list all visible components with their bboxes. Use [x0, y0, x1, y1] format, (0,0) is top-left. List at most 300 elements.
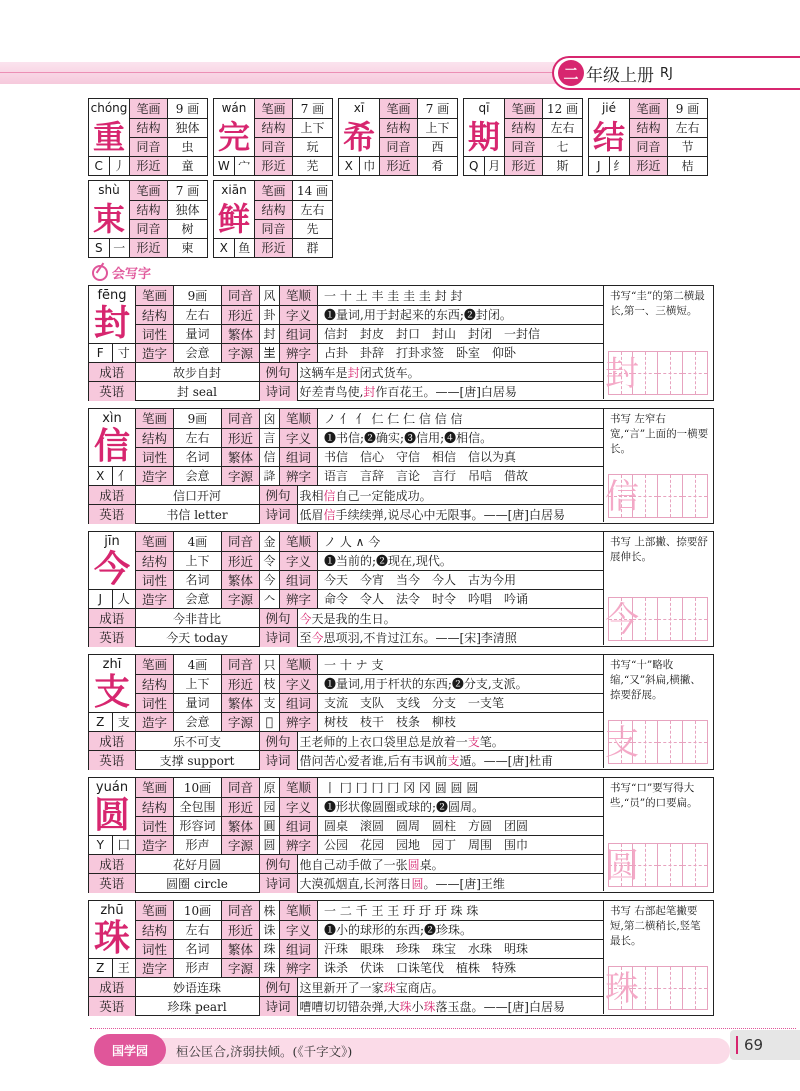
card-table	[629, 99, 707, 175]
practice-cell	[633, 966, 658, 1010]
sentence-character: 至	[299, 630, 312, 645]
card-letter: W	[214, 157, 235, 175]
sentence-character: ]	[476, 876, 481, 891]
card-field-value: 7 画	[168, 181, 208, 200]
entry-character: 信	[93, 426, 130, 467]
char-card	[88, 98, 208, 176]
trace-character: 珠	[605, 969, 639, 1009]
entry-pinyin: yuán	[95, 780, 129, 795]
field-label-cixing: 词性	[136, 816, 174, 835]
field-label-jiegou: 结构	[136, 797, 174, 816]
sentence-character: 谁	[371, 753, 384, 768]
entry-grid	[135, 409, 603, 486]
sentence-character: 维	[492, 876, 505, 891]
entry-radical: 亻	[117, 469, 130, 483]
sentence-character: 。	[423, 384, 436, 399]
sentence-character: 师	[323, 734, 336, 749]
card-index	[464, 156, 504, 175]
card-letter: Q	[464, 157, 485, 175]
sentence-character: [	[507, 507, 513, 522]
practice-grid	[605, 351, 708, 395]
field-label-bihua: 笔画	[136, 532, 174, 551]
practice-cell	[633, 351, 658, 395]
card-index	[589, 156, 629, 175]
field-shici	[297, 997, 603, 1016]
sentence-character: 直	[347, 876, 360, 891]
sentence-character: 定	[371, 488, 384, 503]
trace-character: 圆	[605, 846, 639, 886]
field-zuci: 书信 信心 守信 相信 信以为真	[318, 447, 604, 466]
sentence-character: 过	[387, 630, 400, 645]
field-tongyin: 风	[260, 286, 280, 305]
field-label-bihua: 笔画	[136, 778, 174, 797]
field-label-shici: 诗词	[259, 874, 297, 893]
sentence-character: 落	[387, 876, 400, 891]
trace-character: 今	[605, 600, 639, 640]
sentence-character: 花	[399, 384, 412, 399]
field-label-tongyin: 同音	[222, 655, 260, 674]
sentence-character: 李	[480, 630, 493, 645]
field-label-bianzi: 辨字	[280, 589, 318, 608]
char-entry	[88, 408, 714, 524]
trace-character: 封	[605, 354, 639, 394]
card-index	[89, 156, 129, 175]
card-field-label: 形近	[630, 156, 668, 175]
sentence-character: 王	[411, 384, 424, 399]
field-label-ziyuan: 字源	[222, 589, 260, 608]
field-label-fanti: 繁体	[222, 570, 260, 589]
card-field-value: 左右	[543, 118, 583, 137]
card-field-value: 上下	[293, 118, 333, 137]
card-character: 希	[342, 118, 375, 156]
card-letter: X	[339, 157, 360, 175]
highlighted-character: 珠	[423, 999, 436, 1014]
sentence-character: 式	[371, 365, 384, 380]
sentence-character: 小	[411, 999, 424, 1014]
sentence-character: 车	[395, 365, 408, 380]
entry-character: 封	[93, 303, 130, 344]
field-jiegou: 上下	[174, 674, 222, 693]
card-pinyin: wán	[221, 101, 247, 115]
tip-text: 书写“口”要写得大些,“员”的口要扁。	[610, 782, 698, 809]
sentence-character: 总	[407, 734, 420, 749]
practice-grid	[605, 843, 708, 887]
field-label-ziyuan: 字源	[222, 343, 260, 362]
sentence-character: 漠	[311, 876, 324, 891]
field-label-chengyu: 成语	[89, 363, 135, 382]
card-letter: S	[89, 239, 110, 257]
sentence-character: 这	[299, 365, 312, 380]
sentence-character: 。	[419, 488, 432, 503]
field-ziyuan: 𡉚	[260, 343, 280, 362]
writing-tip	[603, 532, 712, 645]
card-radical: 巾	[363, 159, 376, 173]
field-label-zaozi: 造字	[136, 712, 174, 731]
sentence-character: 手	[347, 857, 360, 872]
practice-cell	[605, 966, 639, 1010]
card-pinyin: qī	[478, 101, 490, 115]
field-label-cixing: 词性	[136, 939, 174, 958]
sentence-character: —	[483, 753, 496, 768]
entry-bottom-rows	[89, 608, 603, 647]
field-ziyi: ❶量词,用于杆状的东西;❷分支,支派。	[318, 674, 604, 693]
sentence-character: 限	[447, 507, 460, 522]
field-yingyu: 今天 today	[135, 628, 259, 647]
sentence-character: ]	[524, 999, 529, 1014]
card-field-value: 虫	[168, 137, 208, 156]
card-field-label: 同音	[130, 219, 168, 238]
sentence-character: 这	[299, 980, 312, 995]
sentence-character: 的	[347, 611, 360, 626]
field-ziyuan: 圆	[260, 835, 280, 854]
field-label-chengyu: 成语	[89, 978, 135, 997]
entry-letter: Z	[89, 959, 113, 977]
card-field-label: 结构	[130, 200, 168, 219]
field-label-shici: 诗词	[259, 628, 297, 647]
field-bihua: 10画	[174, 778, 222, 797]
sentence-character: [	[459, 876, 465, 891]
field-label-chengyu: 成语	[89, 855, 135, 874]
card-table	[254, 181, 332, 257]
sentence-character: 一	[455, 734, 468, 749]
sentence-character: 肯	[375, 630, 388, 645]
page-number	[730, 1030, 800, 1060]
card-field-label: 笔画	[130, 99, 168, 118]
field-zuci: 信封 封皮 封口 封山 封闭 一封信	[318, 324, 604, 343]
sentence-character: 差	[311, 384, 324, 399]
sentence-character: 商	[407, 980, 420, 995]
sentence-character: 居	[492, 384, 505, 399]
field-label-yingyu: 英语	[89, 751, 135, 770]
field-zaozi: 会意	[174, 712, 222, 731]
sentence-character: 白	[528, 507, 541, 522]
card-field-value: 斯	[543, 156, 583, 175]
guoxue-logo: 国学园	[94, 1034, 166, 1066]
sentence-character: 心	[335, 753, 348, 768]
sentence-character: 。	[407, 365, 420, 380]
field-label-fanti: 繁体	[222, 324, 260, 343]
sentence-character: 里	[395, 734, 408, 749]
field-cixing: 名词	[174, 939, 222, 958]
field-label-bianzi: 辨字	[280, 343, 318, 362]
field-shici	[297, 382, 603, 401]
sentence-character: —	[483, 999, 496, 1014]
sentence-character: 。	[491, 734, 504, 749]
field-yingyu: 支撑 support	[135, 751, 259, 770]
practice-cell	[683, 843, 708, 887]
field-fanti: 信	[260, 447, 280, 466]
writing-tip	[603, 901, 712, 1014]
entry-letter: Y	[89, 836, 113, 854]
sentence-character: ,	[383, 999, 388, 1014]
card-field-value: 树	[168, 219, 208, 238]
field-bishun: ノ 亻 亻 仁 仁 仁 信 信 信	[318, 409, 604, 428]
sentence-character: 杜	[528, 753, 541, 768]
highlighted-character: 珠	[399, 999, 412, 1014]
field-chengyu: 今非昔比	[135, 609, 259, 628]
card-field-value: 先	[293, 219, 333, 238]
practice-grid	[605, 720, 708, 764]
tip-text: 书写“十”略收缩,“又”斜扁,横撇、捺要舒展。	[610, 659, 701, 701]
field-label-cixing: 词性	[136, 324, 174, 343]
field-label-ziyi: 字义	[280, 551, 318, 570]
field-yingyu: 圆圈 circle	[135, 874, 259, 893]
card-letter: C	[89, 157, 110, 175]
sentence-character: —	[435, 876, 448, 891]
field-bishun: 一 十 土 丰 圭 圭 圭 封 封	[318, 286, 604, 305]
field-ziyi: ❶小的球形的东西;❷珍珠。	[318, 920, 604, 939]
sentence-character: 大	[299, 876, 312, 891]
field-label-tongyin: 同音	[222, 409, 260, 428]
sentence-character: ]	[476, 630, 481, 645]
entry-bottom-rows	[89, 977, 603, 1016]
field-label-bihua: 笔画	[136, 655, 174, 674]
sentence-character: 低	[299, 507, 312, 522]
entry-letter: X	[89, 467, 113, 485]
sentence-character: ,	[383, 507, 388, 522]
sentence-character: 切	[323, 999, 336, 1014]
sentence-character: 王	[299, 734, 312, 749]
card-index	[89, 238, 129, 257]
sentence-character: 货	[383, 365, 396, 380]
sentence-character: 能	[383, 488, 396, 503]
field-ziyi: ❶量词,用于封起来的东西;❷封闭。	[318, 305, 604, 324]
sentence-character: 百	[387, 384, 400, 399]
sentence-character: 鸟	[335, 384, 348, 399]
sentence-character: 辆	[311, 365, 324, 380]
card-field-value: 群	[293, 238, 333, 257]
field-tongyin: 原	[260, 778, 280, 797]
sentence-character: —	[435, 384, 448, 399]
field-bishun: 一 二 千 王 王 玗 玗 玗 珠 珠	[318, 901, 604, 920]
card-field-value: 芜	[293, 156, 333, 175]
field-shici	[297, 628, 603, 647]
entry-character: 圆	[93, 795, 130, 836]
practice-cell	[683, 720, 708, 764]
sentence-character: 项	[335, 630, 348, 645]
entry-pinyin: zhī	[102, 657, 122, 672]
sentence-character: 了	[347, 980, 360, 995]
field-chengyu: 故步自封	[135, 363, 259, 382]
field-jiegou: 上下	[174, 551, 222, 570]
char-entry	[88, 900, 714, 1016]
card-field-label: 结构	[130, 118, 168, 137]
entry-grid	[135, 655, 603, 732]
field-label-bianzi: 辨字	[280, 466, 318, 485]
sentence-character: 不	[363, 630, 376, 645]
practice-cell	[658, 351, 683, 395]
card-field-label: 笔画	[505, 99, 543, 118]
card-field-value: 七	[543, 137, 583, 156]
card-character: 束	[92, 200, 125, 238]
field-label-jiegou: 结构	[136, 551, 174, 570]
field-chengyu: 乐不可支	[135, 732, 259, 751]
sentence-character: 爱	[347, 753, 360, 768]
sentence-character: 苦	[323, 753, 336, 768]
tip-text: 书写 右部起笔撇要短,第二横稍长,竖笔最长。	[610, 905, 701, 947]
sentence-character: ]	[524, 507, 529, 522]
card-field-label: 笔画	[255, 181, 293, 200]
card-field-label: 同音	[505, 137, 543, 156]
card-letter: J	[589, 157, 610, 175]
sentence-character: 日	[371, 611, 384, 626]
highlighted-character: 圆	[407, 857, 420, 872]
field-shici	[297, 874, 603, 893]
card-field-label: 笔画	[380, 99, 418, 118]
practice-cell	[633, 843, 658, 887]
field-label-zuci: 组词	[280, 570, 318, 589]
field-label-liju: 例句	[259, 978, 297, 997]
sentence-character: 店	[419, 980, 432, 995]
card-table	[129, 181, 207, 257]
field-label-ziyi: 字义	[280, 674, 318, 693]
field-xingjin: 园	[260, 797, 280, 816]
field-label-ziyuan: 字源	[222, 958, 260, 977]
sentence-character: 天	[311, 611, 324, 626]
field-label-yingyu: 英语	[89, 874, 135, 893]
sentence-character: 烟	[335, 876, 348, 891]
field-bianzi: 占卦 卦辞 打卦求签 卧室 仰卧	[318, 343, 604, 362]
card-radical: 丿	[113, 159, 126, 173]
field-yingyu: 珍珠 pearl	[135, 997, 259, 1016]
card-field-label: 笔画	[255, 99, 293, 118]
practice-cell	[633, 597, 658, 641]
sentence-character: 唐	[512, 753, 525, 768]
pen-icon	[92, 265, 108, 281]
char-entry	[88, 654, 714, 770]
card-field-value: 桔	[668, 156, 708, 175]
sentence-character: 做	[359, 857, 372, 872]
practice-cell	[633, 720, 658, 764]
field-ziyi: ❶形状像圆圈或球的;❷圆周。	[318, 797, 604, 816]
sentence-character: 。	[423, 630, 436, 645]
card-table	[379, 99, 457, 175]
sentence-character: 放	[431, 734, 444, 749]
entry-bottom-rows	[89, 854, 603, 893]
sentence-character: 羽	[347, 630, 360, 645]
field-fanti: 圓	[260, 816, 280, 835]
field-label-bianzi: 辨字	[280, 712, 318, 731]
field-label-cixing: 词性	[136, 447, 174, 466]
practice-cell	[605, 351, 639, 395]
field-label-bianzi: 辨字	[280, 958, 318, 977]
sentence-character: 有	[399, 753, 412, 768]
sentence-character: 是	[335, 365, 348, 380]
practice-cell	[683, 474, 708, 518]
char-card	[338, 98, 458, 176]
card-field-label: 结构	[380, 118, 418, 137]
field-liju	[297, 486, 603, 505]
field-fanti: 珠	[260, 939, 280, 958]
sentence-character: 事	[459, 507, 472, 522]
highlighted-character: 信	[323, 507, 336, 522]
sentence-character: 闭	[359, 365, 372, 380]
sentence-character: 成	[395, 488, 408, 503]
field-label-ziyi: 字义	[280, 428, 318, 447]
sentence-character: 。	[431, 980, 444, 995]
sentence-character: 作	[375, 384, 388, 399]
field-xingjin: 枝	[260, 674, 280, 693]
field-tongyin: 株	[260, 901, 280, 920]
sentence-character: 己	[323, 857, 336, 872]
card-field-label: 形近	[130, 156, 168, 175]
sentence-character: 照	[504, 630, 517, 645]
entry-radical: 人	[117, 592, 130, 606]
practice-grid	[605, 966, 708, 1010]
sentence-character: 盘	[459, 999, 472, 1014]
edition-label: RJ	[660, 65, 673, 81]
card-letter: X	[214, 239, 235, 257]
writing-tip	[603, 655, 712, 768]
sentence-character: 前	[435, 753, 448, 768]
sentence-character: 者	[359, 753, 372, 768]
sentence-character: 。	[471, 999, 484, 1014]
card-field-value: 童	[168, 156, 208, 175]
practice-cell	[633, 474, 658, 518]
char-card	[463, 98, 583, 176]
field-label-bishun: 笔顺	[280, 655, 318, 674]
field-bianzi: 命令 令人 法令 时令 吟唱 吟诵	[318, 589, 604, 608]
sentence-character: 唐	[512, 507, 525, 522]
card-field-value: 节	[668, 137, 708, 156]
entry-character: 今	[93, 549, 130, 590]
field-label-bihua: 笔画	[136, 901, 174, 920]
field-label-jiegou: 结构	[136, 428, 174, 447]
sentence-character: 新	[323, 980, 336, 995]
entry-letter: F	[89, 344, 113, 362]
practice-cell	[683, 351, 708, 395]
sentence-character: 易	[504, 384, 517, 399]
entry-character: 珠	[93, 918, 130, 959]
sentence-character: 桌	[419, 857, 432, 872]
tip-text: 书写 左窄右宽,“言”上面的一横要长。	[610, 413, 709, 455]
card-pinyin: xī	[353, 101, 365, 115]
grade-number: 二	[558, 60, 584, 86]
field-ziyi: ❶书信;❷确实;❸信用;❹相信。	[318, 428, 604, 447]
card-field-label: 结构	[505, 118, 543, 137]
field-zuci: 圆桌 滚圆 圆周 圆柱 方圆 团圆	[318, 816, 604, 835]
card-character: 鲜	[217, 200, 250, 238]
sentence-character: 唐	[464, 384, 477, 399]
card-field-value: 独体	[168, 118, 208, 137]
card-field-value: 西	[418, 137, 458, 156]
highlighted-character: 今	[311, 630, 324, 645]
card-field-value: 柬	[168, 238, 208, 257]
sentence-character: 一	[383, 857, 396, 872]
card-radical: 纟	[613, 159, 626, 173]
sentence-character: 长	[363, 876, 376, 891]
sentence-character: 口	[371, 734, 384, 749]
card-field-label: 同音	[630, 137, 668, 156]
sentence-character: 弹	[371, 507, 384, 522]
practice-grid	[605, 474, 708, 518]
sentence-character: [	[507, 753, 513, 768]
field-ziyi: ❶当前的;❷现在,现代。	[318, 551, 604, 570]
sentence-character: 衣	[359, 734, 372, 749]
sentence-character: 上	[347, 734, 360, 749]
tip-text: 书写 上部撇、捺要舒展伸长。	[610, 536, 708, 563]
field-label-yingyu: 英语	[89, 628, 135, 647]
field-zaozi: 形声	[174, 958, 222, 977]
field-label-ziyi: 字义	[280, 797, 318, 816]
entry-bottom-rows	[89, 731, 603, 770]
card-field-label: 形近	[255, 238, 293, 257]
practice-cell	[605, 474, 639, 518]
card-radical: 月	[488, 159, 501, 173]
entry-bottom-rows	[89, 485, 603, 524]
field-bishun: ノ 人 ∧ 今	[318, 532, 604, 551]
card-pinyin: shù	[98, 183, 120, 197]
